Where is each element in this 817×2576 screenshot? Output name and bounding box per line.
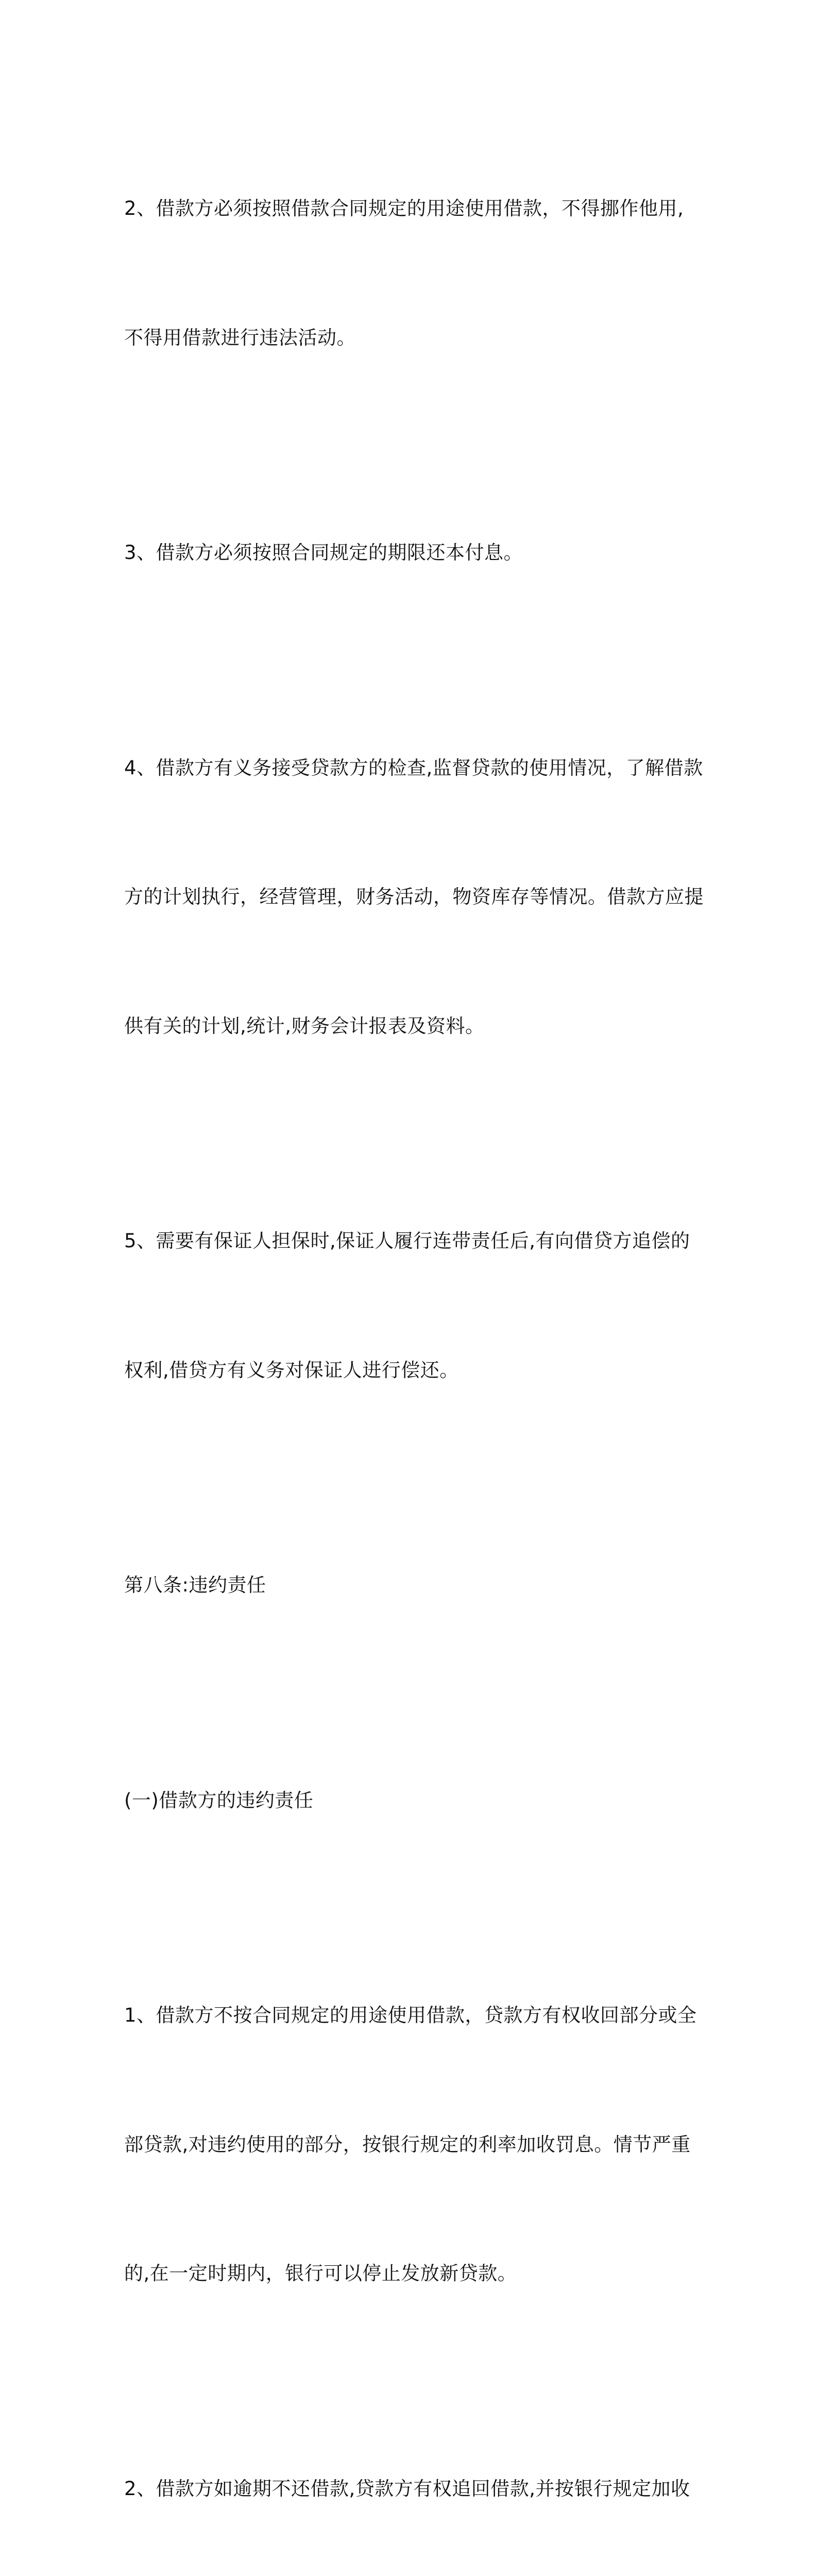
text-line: 权利,借贷方有义务对保证人进行偿还。 [124,1349,701,1392]
document-page [0,0,817,1156]
text-line: 不得用借款进行违法活动。 [124,316,701,360]
subsection-borrower-liability [124,1693,701,1908]
text-line: 部贷款,对违约使用的部分，按银行规定的利率加收罚息。情节严重 [124,2123,701,2166]
paragraph-borrower-1 [124,1908,701,2381]
text-line: 2、借款方如逾期不还借款,贷款方有权追回借款,并按银行规定加收 [124,2467,701,2511]
paragraph-clause-3 [124,445,701,660]
text-line: 供有关的计划,统计,财务会计报表及资料。 [124,1005,701,1048]
paragraph-clause-4 [124,660,701,1134]
article-8-heading [124,1478,701,1693]
paragraph-borrower-2 [124,2381,701,2576]
paragraph-clause-5 [124,1133,701,1478]
text-line: 5、需要有保证人担保时,保证人履行连带责任后,有向借贷方追偿的 [124,1219,701,1263]
paragraph-clause-2 [124,101,701,445]
text-line: 方的计划执行，经营管理，财务活动，物资库存等情况。借款方应提 [124,875,701,919]
text-line: 的,在一定时期内，银行可以停止发放新贷款。 [124,2252,701,2295]
text-line: 4、借款方有义务接受贷款方的检查,监督贷款的使用情况，了解借款 [124,747,701,790]
text-line: 1、借款方不按合同规定的用途使用借款，贷款方有权收回部分或全 [124,1994,701,2037]
document-body [124,101,701,2576]
section-heading: 第八条:违约责任 [124,1564,701,1607]
text-line: 2、借款方必须按照借款合同规定的用途使用借款，不得挪作他用, [124,187,701,230]
subsection-heading: (一)借款方的违约责任 [124,1779,701,1822]
text-line: 3、借款方必须按照合同规定的期限还本付息。 [124,531,701,574]
